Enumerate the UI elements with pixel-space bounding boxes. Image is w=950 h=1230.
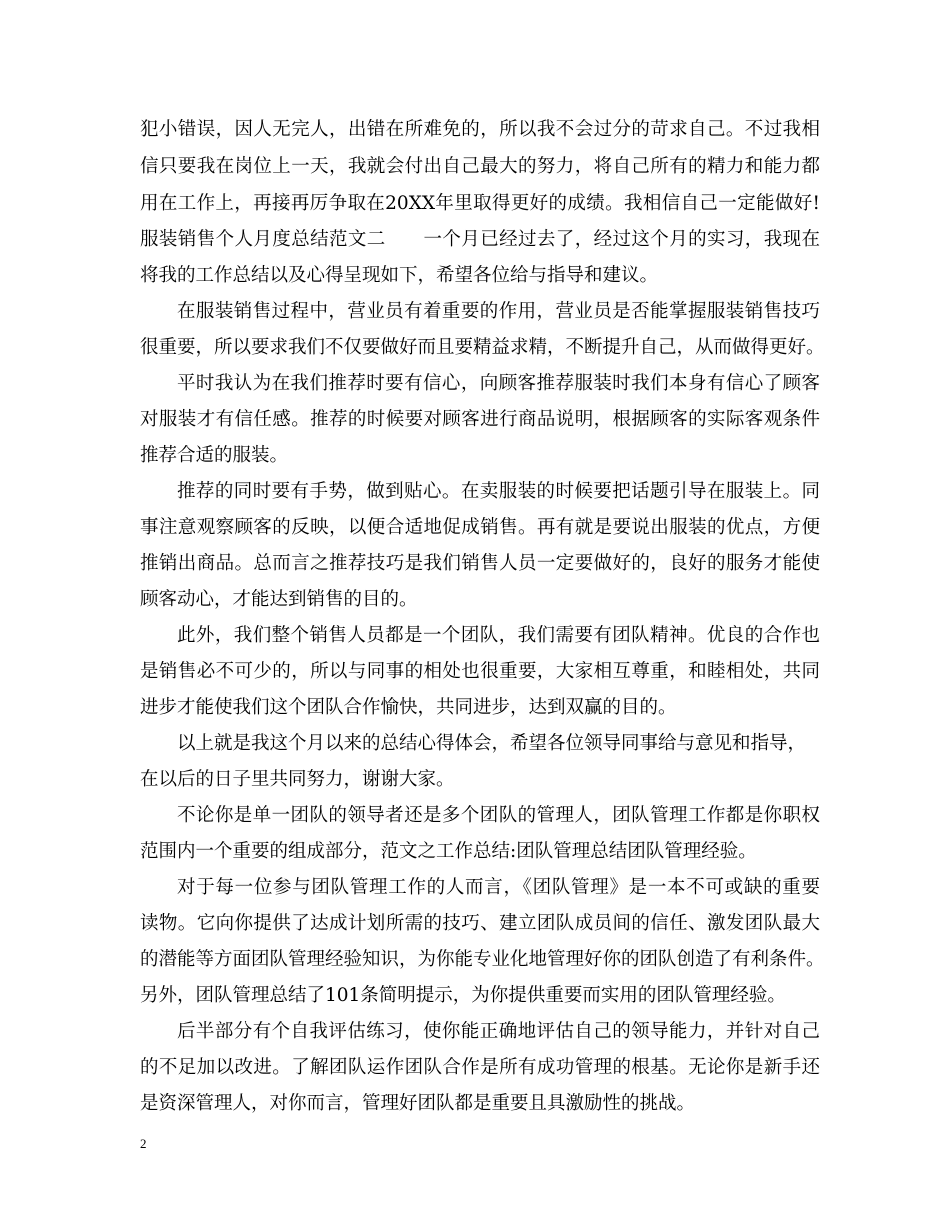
text-line: 对服装才有信任感。推荐的时候要对顾客进行商品说明，根据顾客的实际客观条件 bbox=[140, 409, 820, 430]
text-line: 事注意观察顾客的反映，以便合适地促成销售。再有就是要说出服装的优点，方便 bbox=[140, 517, 820, 538]
text-line: 推销出商品。总而言之推荐技巧是我们销售人员一定要做好的，良好的服务才能使 bbox=[140, 553, 820, 574]
page-number: 2 bbox=[140, 1136, 147, 1151]
text-line: 在以后的日子里共同努力，谢谢大家。 bbox=[140, 769, 455, 790]
text-line: 很重要，所以要求我们不仅要做好而且要精益求精，不断提升自己，从而做得更好。 bbox=[140, 337, 825, 358]
text-line: 信只要我在岗位上一天，我就会付出自己最大的努力，将自己所有的精力和能力都 bbox=[140, 156, 820, 177]
text-line: 是销售必不可少的，所以与同事的相处也很重要，大家相互尊重，和睦相处，共同 bbox=[140, 661, 820, 682]
text-line: 用在工作上，再接再厉争取在20XX年里取得更好的成绩。我相信自己一定能做好! bbox=[140, 193, 820, 214]
text-line: 进步才能使我们这个团队合作愉快，共同进步，达到双赢的目的。 bbox=[140, 697, 677, 718]
text-line: 范围内一个重要的组成部分，范文之工作总结:团队管理总结团队管理经验。 bbox=[140, 841, 757, 862]
paragraph-first-line: 推荐的同时要有手势，做到贴心。在卖服装的时候要把话题引导在服装上。同 bbox=[177, 481, 820, 502]
text-line: 犯小错误，因人无完人，出错在所难免的，所以我不会过分的苛求自己。不过我相 bbox=[140, 119, 820, 140]
text-line: 将我的工作总结以及心得呈现如下，希望各位给与指导和建议。 bbox=[140, 265, 659, 286]
text-line: 推荐合适的服装。 bbox=[140, 445, 289, 466]
text-line: 的潜能等方面团队管理经验知识，为你能专业化地管理好你的团队创造了有利条件。 bbox=[140, 949, 825, 970]
text-line: 的不足加以改进。了解团队运作团队合作是所有成功管理的根基。无论你是新手还 bbox=[140, 1057, 820, 1078]
text-line: 读物。它向你提供了达成计划所需的技巧、建立团队成员间的信任、激发团队最大 bbox=[140, 913, 820, 934]
text-line: 服装销售个人月度总结范文二 一个月已经过去了，经过这个月的实习，我现在 bbox=[140, 229, 820, 250]
text-line: 顾客动心，才能达到销售的目的。 bbox=[140, 589, 418, 610]
paragraph-first-line: 平时我认为在我们推荐时要有信心，向顾客推荐服装时我们本身有信心了顾客 bbox=[177, 373, 820, 394]
text-line: 是资深管理人，对你而言，管理好团队都是重要且具激励性的挑战。 bbox=[140, 1093, 696, 1114]
paragraph-first-line: 对于每一位参与团队管理工作的人而言，《团队管理》是一本不可或缺的重要 bbox=[177, 877, 820, 898]
paragraph-first-line: 不论你是单一团队的领导者还是多个团队的管理人，团队管理工作都是你职权 bbox=[177, 805, 820, 826]
paragraph-first-line: 此外，我们整个销售人员都是一个团队，我们需要有团队精神。优良的合作也 bbox=[177, 625, 820, 646]
paragraph-first-line: 后半部分有个自我评估练习，使你能正确地评估自己的领导能力，并针对自己 bbox=[177, 1021, 820, 1042]
text-line: 另外，团队管理总结了101条简明提示，为你提供重要而实用的团队管理经验。 bbox=[140, 985, 786, 1006]
paragraph-first-line: 在服装销售过程中，营业员有着重要的作用，营业员是否能掌握服装销售技巧 bbox=[177, 301, 820, 322]
paragraph-first-line: 以上就是我这个月以来的总结心得体会，希望各位领导同事给与意见和指导， bbox=[177, 733, 807, 754]
